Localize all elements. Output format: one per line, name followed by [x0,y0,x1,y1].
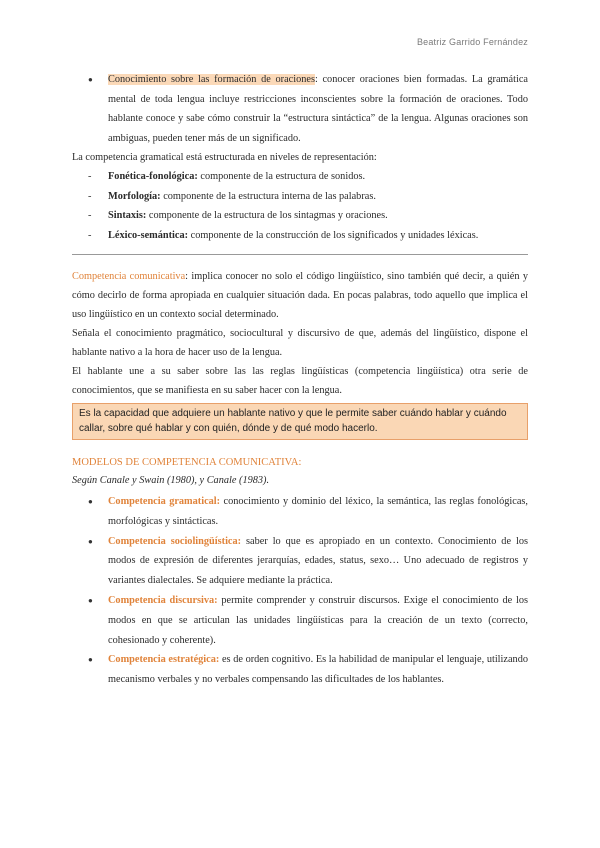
model-text: saber lo que es apropiado en un contexto. Conocimiento de los modos de expresión de diferentes jerarquías, edades, status, sexo… Uno adecuado de registros y variantes dialectales. Se adquiere mediante la práctica. [108,535,528,587]
list-item [72,650,528,690]
callout-box: Es la capacidad que adquiere un hablante nativo y que le permite saber cuándo hablar y cuándo callar, sobre qué hablar y con quién, dónde y de qué modo hacerlo. [72,403,528,440]
level-text: componente de la estructura interna de las palabras. [160,190,376,202]
highlighted-term: Conocimiento sobre las formación de oraciones [108,74,315,85]
list-item-text: : conocer oraciones bien formadas. La gramática mental de toda lengua incluye restricciones inconscientes sobre la formación de oraciones. Todo hablante conoce y sabe cómo construir la “estructura sintáctica” de la lengua. Algunas oraciones son ambiguas, pueden tener más de un significado. [108,74,528,144]
level-term: Fonética-fonológica: [108,171,198,182]
levels-list [72,167,528,245]
model-text: conocimiento y dominio del léxico, la semántica, las reglas fonológicas, morfológicas y sintácticas. [108,496,529,527]
model-text: es de orden cognitivo. Es la habilidad de manipular el lenguaje, utilizando mecanismo verbales y no verbales compensando las dificultades de los hablantes. [108,654,528,686]
divider [72,254,528,255]
comm-text: : implica conocer no solo el código lingüístico, sino también qué decir, a quién y cómo decirlo de forma apropiada en cualquier situación dada. En pocas palabras, todo aquello que implica el uso lingüístico en un contexto social determinado. [72,271,528,320]
list-item [72,187,528,207]
first-bullet-list [72,70,528,148]
level-text: componente de la estructura de los sintagmas y oraciones. [146,210,388,221]
models-list [72,492,528,690]
level-term: Morfología: [108,190,161,202]
list-item [72,206,528,226]
list-item [72,226,528,246]
models-source: Según Canale y Swain (1980), y Canale (1983). [72,475,270,486]
paragraph-3: El hablante une a su saber sobre las las reglas lingüísticas (competencia lingüística) otra serie de conocimientos, que se manifiesta en su saber hacer con la lengua. [72,366,528,396]
list-item [72,70,528,148]
level-term: Sintaxis: [108,210,147,221]
levels-intro: La competencia gramatical está estructurada en niveles de representación: [72,152,377,163]
model-text: permite comprender y construir discursos. Exige el conocimiento de los modos en que se articulan las unidades lingüísticas para la creación de un texto (correcto, cohesionado y coherente). [108,594,528,646]
models-title: MODELOS DE COMPETENCIA COMUNICATIVA: [72,457,302,468]
paragraph-2: Señala el conocimiento pragmático, sociocultural y discursivo de que, además del lingüístico, dispone el hablante nativo a la hora de hacer uso de la lengua. [72,328,528,358]
list-item [72,532,528,591]
list-item [72,167,528,187]
comm-paragraph [72,267,528,324]
level-text: componente de la construcción de los significados y unidades léxicas. [188,229,479,241]
level-text: componente de la estructura de sonidos. [197,171,366,182]
model-term: Competencia sociolingüística: [108,535,242,547]
page-content [72,70,528,690]
list-item [72,492,528,532]
model-term: Competencia discursiva: [108,594,218,606]
list-item [72,591,528,650]
header-author: Beatriz Garrido Fernández [416,37,528,47]
model-term: Competencia estratégica: [108,654,220,666]
model-term: Competencia gramatical: [108,496,221,507]
level-term: Léxico-semántica: [108,229,189,241]
comm-term: Competencia comunicativa [72,271,186,282]
